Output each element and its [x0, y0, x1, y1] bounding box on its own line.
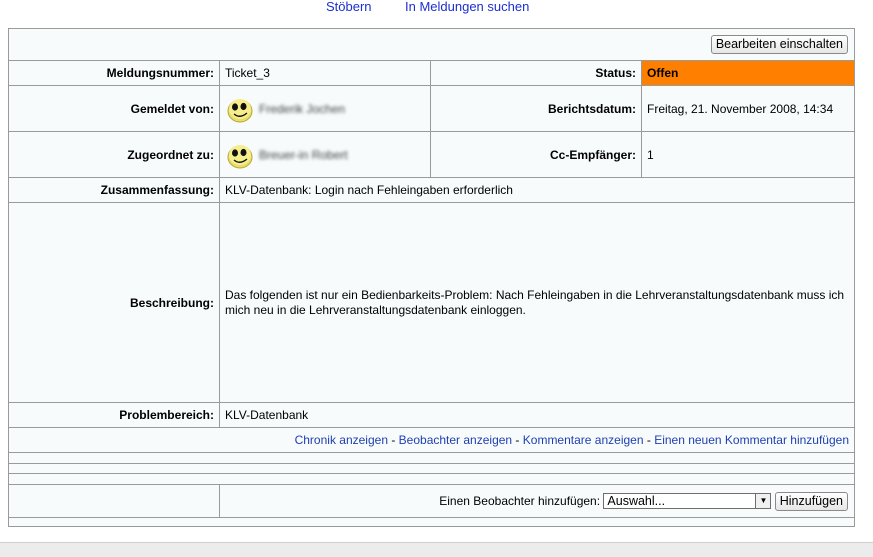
reported-by-row: [9, 86, 855, 132]
cc-value: 1: [642, 132, 855, 178]
problem-area-value: KLV-Datenbank: [220, 403, 855, 428]
cc-label: Cc-Empfänger:: [431, 132, 642, 178]
add-watcher-label: Einen Beobachter hinzufügen:: [439, 493, 601, 508]
add-watcher-row: [9, 485, 855, 518]
problem-area-row: [9, 403, 855, 428]
avatar-icon: [225, 140, 255, 170]
empty-row: [9, 464, 855, 474]
summary-row: [9, 178, 855, 203]
link-separator: -: [388, 433, 399, 447]
watcher-select[interactable]: [603, 493, 771, 509]
description-label: Beschreibung:: [9, 203, 220, 403]
link-separator: -: [643, 433, 655, 447]
status-label: Status:: [431, 61, 642, 86]
summary-label: Zusammenfassung:: [9, 178, 220, 203]
status-badge: Offen: [642, 61, 855, 86]
chevron-down-icon[interactable]: ▼: [755, 494, 770, 508]
empty-row: [9, 453, 855, 464]
summary-value: KLV-Datenbank: Login nach Fehleingaben erforderlich: [220, 178, 855, 203]
reported-by-label: Gemeldet von:: [9, 86, 220, 132]
empty-row: [9, 474, 855, 485]
edit-mode-button[interactable]: Bearbeiten einschalten: [711, 35, 848, 54]
nav-link-browse[interactable]: Stöbern: [326, 0, 372, 14]
ticket-number-row: [9, 61, 855, 86]
status-bar: [0, 542, 873, 557]
reporter-name: Frederik Jochen: [259, 101, 346, 116]
show-watchers-link[interactable]: Beobachter anzeigen: [398, 433, 513, 447]
ticket-number-value: Ticket_3: [220, 61, 431, 86]
ticket-number-label: Meldungsnummer:: [9, 61, 220, 86]
avatar-icon: [225, 94, 255, 124]
assignee-name: Breuer-in Robert: [259, 147, 348, 162]
add-comment-link[interactable]: Einen neuen Kommentar hinzufügen: [654, 433, 849, 447]
add-watcher-button[interactable]: Hinzufügen: [775, 492, 848, 511]
watcher-select-value: Auswahl...: [607, 494, 666, 509]
ticket-view: [0, 22, 873, 542]
toolbar-row: [9, 29, 855, 61]
show-history-link[interactable]: Chronik anzeigen: [294, 433, 388, 447]
link-separator: -: [512, 433, 523, 447]
report-date-label: Berichtsdatum:: [431, 86, 642, 132]
show-comments-link[interactable]: Kommentare anzeigen: [522, 433, 644, 447]
description-row: [9, 203, 855, 403]
ticket-details-table: [8, 28, 855, 527]
empty-row: [9, 518, 855, 527]
nav-link-search-tickets[interactable]: In Meldungen suchen: [405, 0, 530, 14]
assigned-to-label: Zugeordnet zu:: [9, 132, 220, 178]
report-date-value: Freitag, 21. November 2008, 14:34: [642, 86, 855, 132]
actions-row: [9, 428, 855, 453]
description-value: Das folgenden ist nur ein Bedienbarkeits-Problem: Nach Fehleingaben in die Lehrveranstaltungsdatenbank muss ich mich neu in die Lehrveranstaltungsdatenbank einloggen.: [220, 203, 855, 403]
top-navigation: [0, 0, 873, 22]
problem-area-label: Problembereich:: [9, 403, 220, 428]
assigned-to-row: [9, 132, 855, 178]
